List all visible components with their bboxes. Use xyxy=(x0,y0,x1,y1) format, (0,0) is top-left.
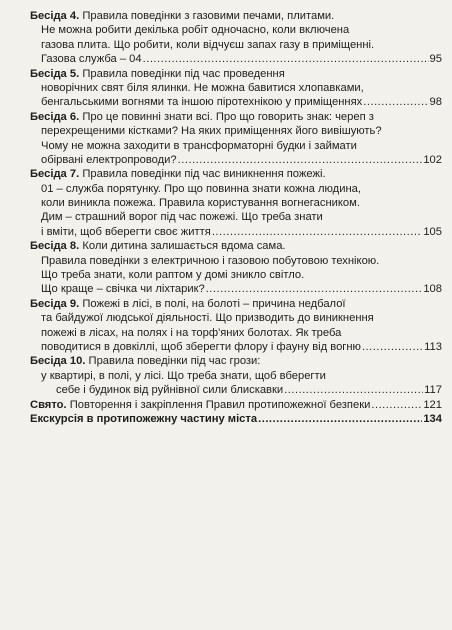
entry-title: Правила поведінки під час проведення xyxy=(82,67,285,80)
toc-entry-beseda-7 xyxy=(30,167,442,239)
entry-line: Чому не можна заходити в трансформаторні будки і займати xyxy=(41,139,357,152)
entry-line: поводитися в довкіллі, щоб зберегти флору і фауну від вогню xyxy=(41,340,361,353)
entry-line: коли виникла пожежа. Правила користування вогнегасником. xyxy=(41,197,360,210)
entry-line: 01 – служба порятунку. Про що повинна знати кожна людина, xyxy=(41,182,361,195)
page-number: 95 xyxy=(429,53,442,66)
entry-title: Екскурсія в протипожежну частину міста xyxy=(30,412,258,425)
page-number: 105 xyxy=(423,225,442,238)
dot-leader xyxy=(212,225,423,239)
entry-title: Правила поведінки під час грози: xyxy=(88,355,261,368)
entry-line: пожежі в лісах, на полях і на торф'яних болотах. Як треба xyxy=(41,326,342,339)
toc-entry-beseda-6 xyxy=(30,110,442,168)
page-number: 121 xyxy=(423,398,442,411)
entry-title: Повторення і закріплення Правил протипожежної безпеки xyxy=(69,398,371,411)
entry-last-line xyxy=(30,95,442,109)
page-number: 102 xyxy=(423,153,442,166)
page-number: 98 xyxy=(429,96,442,109)
toc-entry-beseda-8 xyxy=(30,239,442,297)
entry-label: Бесіда 10. xyxy=(30,355,86,368)
page-number: 108 xyxy=(423,283,442,296)
dot-leader xyxy=(258,412,422,426)
entry-title: Правила поведінки з газовими печами, плитами. xyxy=(82,10,335,22)
entry-last-line xyxy=(30,383,442,397)
entry-line: Що треба знати, коли раптом у домі зникло світло. xyxy=(41,269,305,282)
entry-label: Бесіда 5. xyxy=(30,67,80,80)
dot-leader xyxy=(363,95,428,109)
dot-leader xyxy=(143,52,429,66)
dot-leader xyxy=(362,340,423,354)
entry-line: бенгальськими вогнями та іншою піротехнікою у приміщеннях xyxy=(41,96,363,109)
page-number: 117 xyxy=(424,384,442,397)
entry-line: себе і будинок від руйнівної сили блискавки xyxy=(56,384,284,397)
entry-last-line xyxy=(30,225,442,239)
entry-title: Пожежі в лісі, в полі, на болоті – причина недбалої xyxy=(82,297,346,310)
toc-entry-svyato xyxy=(30,398,442,412)
entry-last-line xyxy=(30,153,442,167)
entry-label: Бесіда 8. xyxy=(30,240,80,253)
entry-label: Бесіда 6. xyxy=(30,110,80,123)
entry-line: і вміти, щоб вберегти своє життя xyxy=(41,225,211,238)
page-number: 113 xyxy=(424,340,442,353)
entry-line: у квартирі, в полі, у лісі. Що треба знати, щоб вберегти xyxy=(41,369,326,382)
entry-last-line xyxy=(30,412,442,426)
entry-line: Не можна робити декілька робіт одночасно, коли включена xyxy=(41,24,350,37)
entry-line: газова плита. Що робити, коли відчуєш запах газу в приміщенні. xyxy=(41,38,375,51)
entry-last-line xyxy=(30,398,442,412)
page-number: 134 xyxy=(423,412,442,425)
entry-line: Газова служба – 04 xyxy=(41,53,142,66)
entry-line: Правила поведінки з електричною і газовою побутовою технікою. xyxy=(41,254,380,267)
toc-entry-beseda-4 xyxy=(30,9,442,67)
entry-line: Що краще – свічка чи ліхтарик? xyxy=(41,283,205,296)
entry-title: Коли дитина залишається вдома сама. xyxy=(82,240,286,253)
entry-last-line xyxy=(30,52,442,66)
entry-label: Бесіда 4. xyxy=(30,10,80,22)
dot-leader xyxy=(178,153,423,167)
entry-label: Бесіда 9. xyxy=(30,297,80,310)
toc-entry-beseda-9 xyxy=(30,297,442,355)
dot-leader xyxy=(284,383,423,397)
toc-entry-beseda-5 xyxy=(30,67,442,110)
entry-line: новорічних свят біля ялинки. Не можна бавитися хлопавками, xyxy=(41,81,364,94)
entry-title: Про це повинні знати всі. Про що говорить знак: череп з xyxy=(82,110,374,123)
entry-label: Свято. xyxy=(30,398,67,411)
dot-leader xyxy=(371,398,422,412)
toc-entry-excursion xyxy=(30,412,442,426)
entry-title: Правила поведінки під час виникнення пожежі. xyxy=(82,168,326,181)
entry-last-line xyxy=(30,340,442,354)
toc-entry-beseda-10 xyxy=(30,354,442,397)
entry-label: Бесіда 7. xyxy=(30,168,80,181)
entry-line: обірвані електропроводи? xyxy=(41,153,177,166)
entry-line: та байдужої людської діяльності. Що призводить до виникнення xyxy=(41,312,374,325)
entry-line: перехрещеними кістками? На яких приміщеннях його вивішують? xyxy=(41,125,382,138)
entry-line: Дим – страшний ворог під час пожежі. Що треба знати xyxy=(41,211,323,224)
entry-last-line xyxy=(30,282,442,296)
dot-leader xyxy=(206,282,423,296)
table-of-contents xyxy=(30,9,442,426)
